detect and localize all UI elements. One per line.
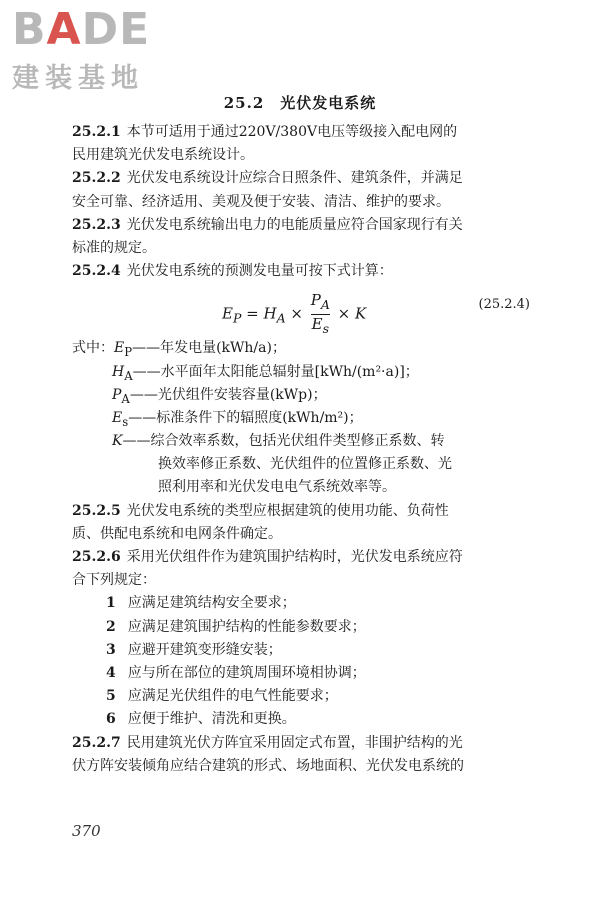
definition-k-cont: 照利用率和光伏发电电气系统效率等。 (158, 479, 396, 496)
list-item: 3 应避开建筑变形缝安装； (106, 641, 282, 658)
logo-chinese-text: 建装基地 (12, 63, 144, 94)
formula-expression: $E_P = H_A$ × $\frac{P_A}{E_s}$ × K (222, 291, 367, 337)
clause-25-2-6: 25.2.6 采用光伏组件作为建筑围护结构时，光伏发电系统应符 (72, 549, 463, 565)
definition-k-cont: 换效率修正系数、光伏组件的位置修正系数、光 (158, 456, 452, 473)
clause-25-2-5: 25.2.5 光伏发电系统的类型应根据建筑的使用功能、负荷性 (72, 502, 449, 519)
list-item: 5 应满足光伏组件的电气性能要求； (106, 688, 338, 705)
definition-k: K——综合效率系数，包括光伏组件类型修正系数、转 (112, 433, 445, 450)
clause-text-line: 合下列规定： (72, 572, 156, 589)
logo-wordmark: BADE (12, 4, 151, 55)
definition-es: $E_s——$标准条件下的辐照度(kWh/m²)； (112, 409, 363, 429)
definition-ha: $H_A——$水平面年太阳能总辐射量[kWh/(m²·a)]； (112, 363, 419, 383)
list-item: 2 应满足建筑围护结构的性能参数要求； (106, 618, 366, 635)
clause-text-line: 民用建筑光伏发电系统设计。 (72, 147, 254, 164)
clause-text-line: 伏方阵安装倾角应结合建筑的形式、场地面积、光伏发电系统的 (72, 757, 464, 774)
clause-25-2-3: 25.2.3 光伏发电系统输出电力的电能质量应符合国家现行有关 (72, 216, 463, 233)
document-body (72, 121, 534, 778)
equation-number: (25.2.4) (478, 297, 530, 313)
clause-25-2-4: 25.2.4 光伏发电系统的预测发电量可按下式计算： (72, 263, 393, 280)
clause-text-line: 标准的规定。 (72, 239, 156, 256)
clause-25-2-1: 25.2.1 本节可适用于通过220V/380V电压等级接入配电网的 (72, 124, 458, 140)
definition-pa: $P_A——$光伏组件安装容量(kWp)； (112, 386, 327, 406)
formula-fraction: $\frac{P_A}{E_s}$ (310, 291, 330, 337)
clause-text-line: 安全可靠、经济适用、美观及便于安装、清洁、维护的要求。 (72, 193, 450, 210)
section-heading: 25.2 光伏发电系统 (223, 94, 377, 112)
list-item: 1 应满足建筑结构安全要求； (106, 595, 296, 612)
clause-text-line: 质、供配电系统和电网条件确定。 (72, 525, 282, 542)
clause-25-2-7: 25.2.7 民用建筑光伏方阵宜采用固定式布置，非围护结构的光 (72, 734, 463, 751)
list-item: 4 应与所在部位的建筑周围环境相协调； (106, 664, 366, 681)
page-number: 370 (72, 822, 101, 840)
logo (12, 4, 182, 94)
clause-25-2-2: 25.2.2 光伏发电系统设计应综合日照条件、建筑条件，并满足 (72, 170, 463, 187)
formula (72, 283, 534, 337)
definition-ep: 式中：$E_P——$年发电量(kWh/a)； (72, 340, 286, 360)
list-item: 6 应便于维护、清洗和更换。 (106, 711, 296, 728)
